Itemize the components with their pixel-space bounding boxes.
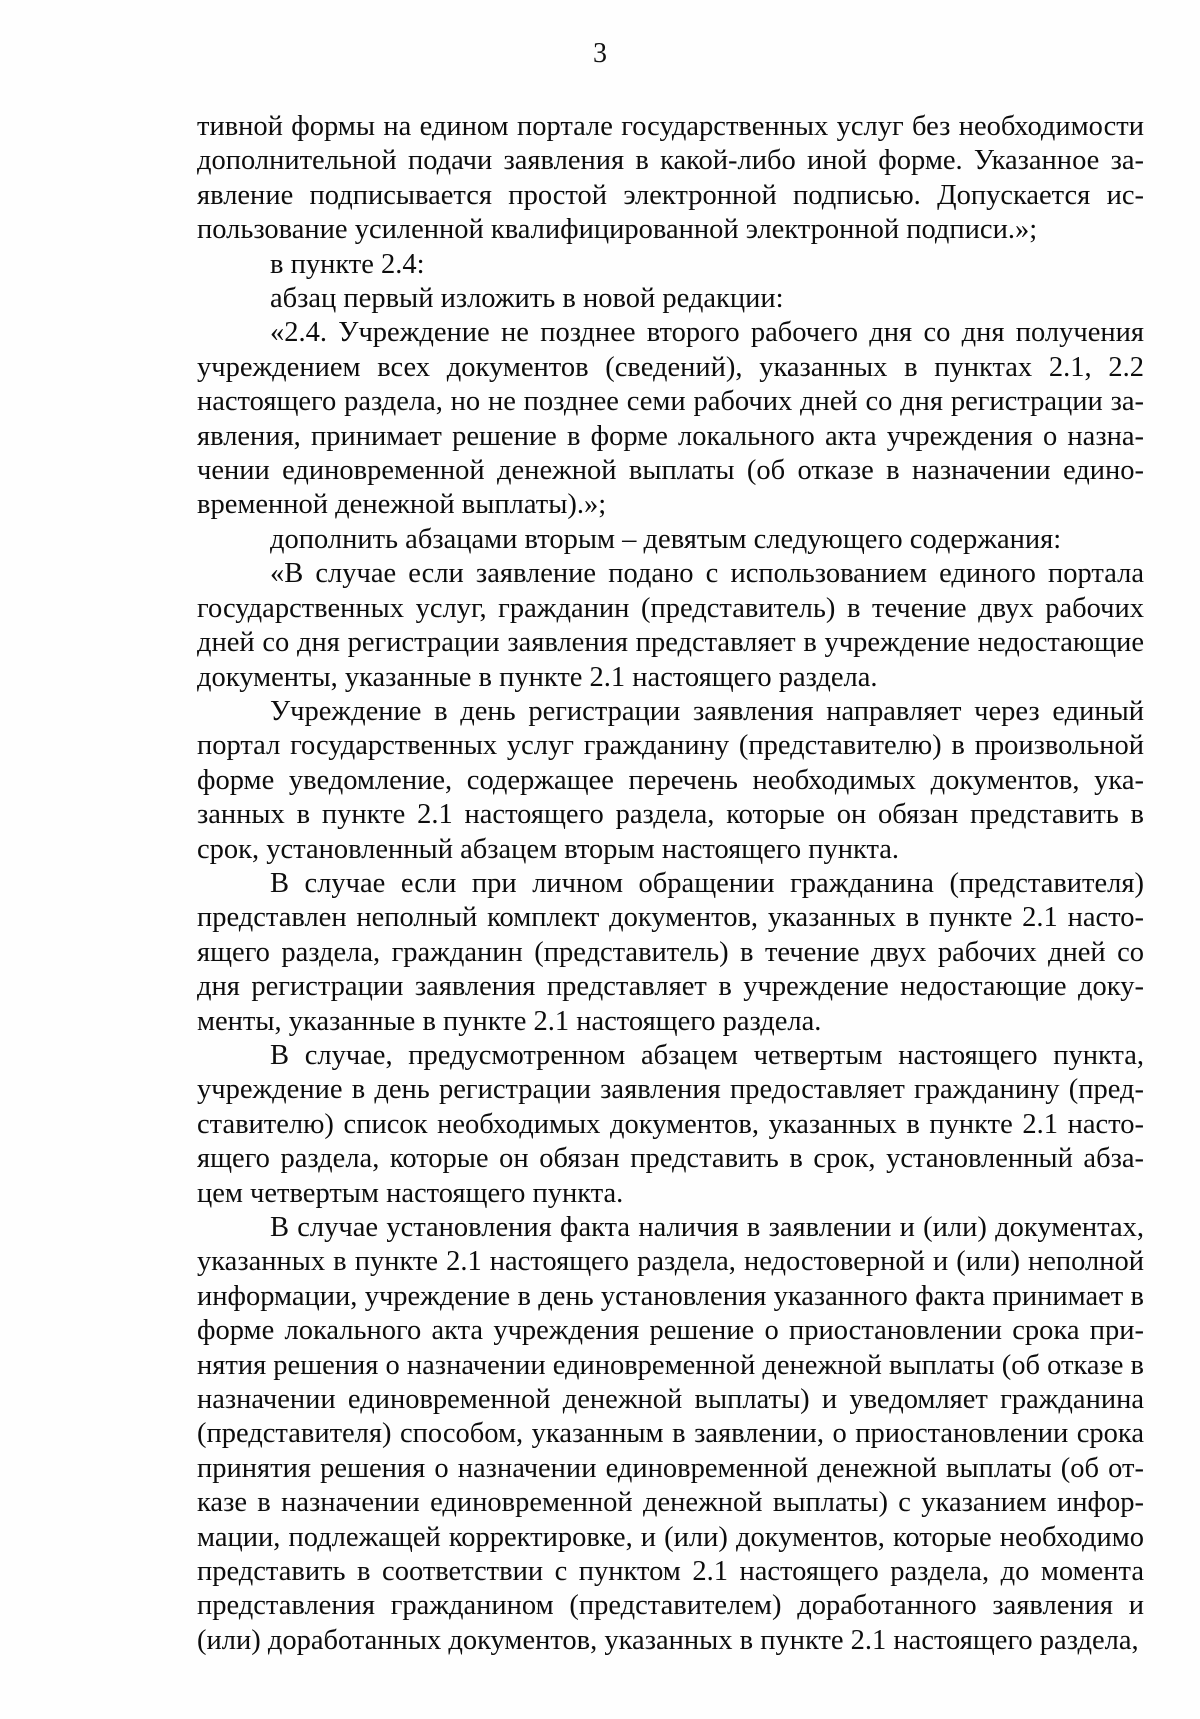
- paragraph-personal-visit-case: В случае если при личном обращении гражданина (представителя) представлен неполный комплект документов, указанных в пункте 2.1 настоящего раздела, гражданин (представитель) в течение двух рабочих дней со дня регистрации заявления представляет в учреждение недостающие документы, указанные в пункте 2.1 настоящего раздела.: [197, 867, 1144, 1037]
- paragraph-notification: Учреждение в день регистрации заявления направляет через единый портал государственных услуг гражданину (представителю) в произвольной форме уведомление, содержащее перечень необходимых документов, указанных в пункте 2.1 настоящего раздела, которые он обязан представить в срок, установленный абзацем вторым настоящего пункта.: [197, 695, 1144, 865]
- paragraph-document-list: В случае, предусмотренном абзацем четвертым настоящего пункта, учреждение в день регистрации заявления предоставляет гражданину (представителю) список необходимых документов, указанных в пункте 2.1 настоящего раздела, которые он обязан представить в срок, установленный абзацем четвертым настоящего пункта.: [197, 1039, 1144, 1209]
- document-body: [197, 110, 1144, 1658]
- paragraph-suspension: В случае установления факта наличия в заявлении и (или) документах, указанных в пункте 2.1 настоящего раздела, недостоверной и (или) неполной информации, учреждение в день установления указанного факта принимает в форме локального акта учреждения решение о приостановлении срока принятия решения о назначении единовременной денежной выплаты (об отказе в назначении единовременной денежной выплаты) и уведомляет гражданина (представителя) способом, указанным в заявлении, о приостановлении срока принятия решения о назначении единовременной денежной выплаты (об отказе в назначении единовременной денежной выплаты) с указанием информации, подлежащей корректировке, и (или) документов, которые необходимо представить в соответствии с пунктом 2.1 настоящего раздела, до момента представления гражданином (представителем) доработанного заявления и (или) доработанных документов, указанных в пункте 2.1 настоящего раздела,: [197, 1212, 1144, 1656]
- page-number: 3: [593, 38, 607, 69]
- paragraph-add-abzacs-instruction: дополнить абзацами вторым – девятым следующего содержания:: [270, 523, 1062, 555]
- paragraph-first-abzac-instruction: абзац первый изложить в новой редакции:: [270, 283, 784, 315]
- paragraph-continuation: тивной формы на едином портале государственных услуг без необходимости дополнительной подачи заявления в какой-либо иной форме. Указанное заявление подписывается простой электронной подписью. Допускается использование усиленной квалифицированной электронной подписи.»;: [197, 111, 1144, 246]
- paragraph-point-2-4-text: «2.4. Учреждение не позднее второго рабочего дня со дня получения учреждением всех документов (сведений), указанных в пунктах 2.1, 2.2 настоящего раздела, но не позднее семи рабочих дней со дня регистрации заявления, принимает решение в форме локального акта учреждения о назначении единовременной денежной выплаты (об отказе в назначении единовременной денежной выплаты).»;: [197, 317, 1144, 521]
- paragraph-portal-case: «В случае если заявление подано с использованием единого портала государственных услуг, гражданин (представитель) в течение двух рабочих дней со дня регистрации заявления представляет в учреждение недостающие документы, указанные в пункте 2.1 настоящего раздела.: [197, 558, 1144, 693]
- paragraph-point-2-4-intro: в пункте 2.4:: [270, 248, 425, 280]
